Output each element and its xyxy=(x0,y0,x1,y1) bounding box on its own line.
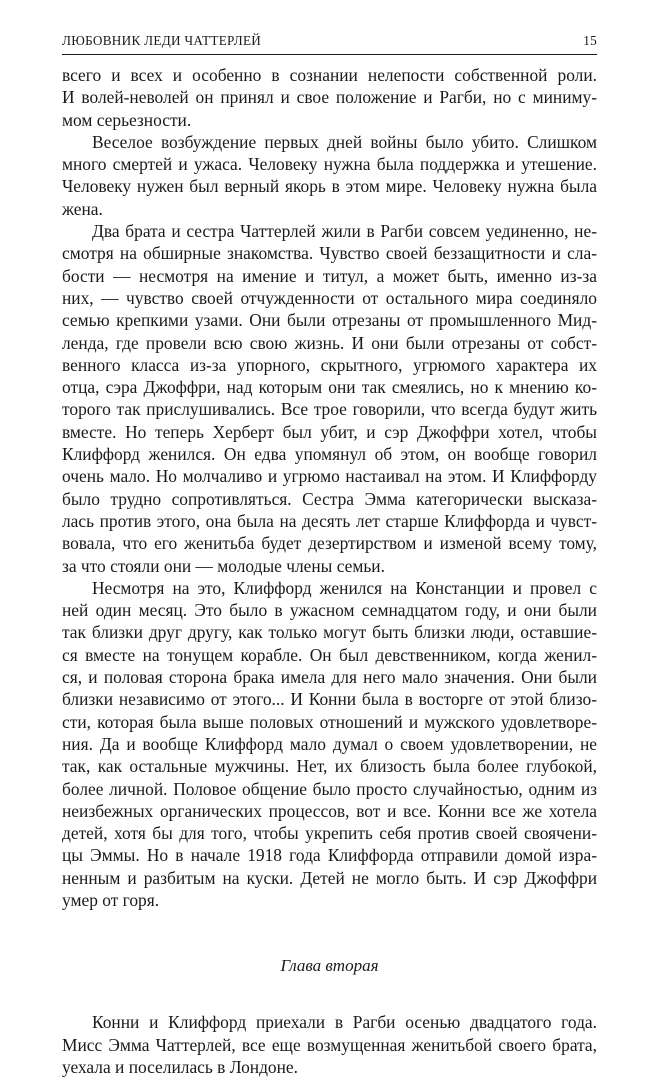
text-line: вовала, что его женитьба будет дезертирством и изменой всему тому, xyxy=(62,533,597,554)
text-line: очень мало. Но молчаливо и угрюмо настаивал на этом. И Клиффорду xyxy=(62,466,597,487)
text-line: смотря на обширные знакомства. Чувство своей беззащитности и сла- xyxy=(62,243,597,264)
text-line: ся, и половая сторона брака имела для него мало значения. Они были xyxy=(62,667,597,688)
text-line: Клиффорд женился. Он едва упомянул об этом, он вообще говорил xyxy=(62,444,597,465)
text-line: неизбежных органических процессов, вот и все. Конни все же хотела xyxy=(62,800,597,821)
text-line: детей, хотя бы для того, чтобы укрепить себя против своей своячени- xyxy=(62,823,597,844)
text-line: венного класса из-за упорного, скрытного, угрюмого характера их xyxy=(62,354,597,375)
text-line: них, — чувство своей отчужденности от остального мира соединяло xyxy=(62,287,597,308)
text-line: ней один месяц. Это было в ужасном семнадцатом году, и они были xyxy=(62,600,597,621)
text-line: за что стояли они — молодые члены семьи. xyxy=(62,555,385,576)
text-line: близки независимо от этого... И Конни была в восторге от этой близо- xyxy=(62,689,597,710)
text-line: много смертей и ужаса. Человеку нужна была поддержка и утешение. xyxy=(62,154,597,175)
text-line: И волей-неволей он принял и свое положение и Рагби, но с миниму- xyxy=(62,87,597,108)
text-line: мом серьезности. xyxy=(62,109,192,130)
text-line: Конни и Клиффорд приехали в Рагби осенью двадцатого года. xyxy=(92,1012,597,1033)
text-line: Веселое возбуждение первых дней войны было убито. Слишком xyxy=(92,131,597,152)
book-page xyxy=(62,30,597,1078)
text-line: более личной. Половое общение было просто случайностью, одним из xyxy=(62,778,597,799)
text-line: сти, которая была выше половых отношений и мужского удовлетворе- xyxy=(62,711,597,732)
text-line: ся вместе на тонущем корабле. Он был девственником, когда женил- xyxy=(62,644,597,665)
text-line: цы Эммы. Но в начале 1918 года Клиффорда отправили домой изра- xyxy=(62,845,597,866)
text-line: лась против этого, она была на десять лет старше Клиффорда и чувст- xyxy=(62,510,597,531)
text-line: ленда, где провели всю свою жизнь. И они были отрезаны от собст- xyxy=(62,332,597,353)
text-line: отца, сэра Джоффри, над которым они так смеялись, но к мнению ко- xyxy=(62,377,597,398)
chapter-title: Глава вторая xyxy=(280,956,379,976)
paragraph xyxy=(62,1011,597,1078)
text-line: было трудно сопротивляться. Сестра Эмма категорически высказа- xyxy=(62,488,597,509)
text-line: Человеку нужен был верный якорь в этом мире. Человеку нужна была xyxy=(62,176,597,197)
text-line: Мисс Эмма Чаттерлей, все еще возмущенная женитьбой своего брата, xyxy=(62,1034,597,1055)
text-line: всего и всех и особенно в сознании нелепости собственной роли. xyxy=(62,65,597,85)
paragraph xyxy=(62,220,597,577)
main-text xyxy=(62,64,597,1078)
text-line: жена. xyxy=(62,198,103,219)
text-line: умер от горя. xyxy=(62,889,160,910)
page-number: 15 xyxy=(583,33,597,48)
text-line: Два брата и сестра Чаттерлей жили в Рагби совсем уединенно, не- xyxy=(92,221,597,242)
text-line: вместе. Но теперь Херберт был убит, и сэр Джоффри хотел, чтобы xyxy=(62,421,597,442)
text-line: ненным и разбитым на куски. Детей не могло быть. И сэр Джоффри xyxy=(62,867,597,888)
text-line: Несмотря на это, Клиффорд женился на Констанции и провел с xyxy=(92,577,597,598)
paragraph xyxy=(62,577,597,911)
text-line: так, как остальные мужчины. Нет, их близость была более глубокой, xyxy=(62,756,597,777)
text-line: так близки друг другу, как только могут быть близки люди, оставшие- xyxy=(62,622,597,643)
text-line: уехала и поселилась в Лондоне. xyxy=(62,1056,298,1077)
header-rule xyxy=(62,54,597,55)
running-head xyxy=(62,30,597,52)
paragraph xyxy=(62,131,597,220)
text-line: ния. Да и вообще Клиффорд мало думал о своем удовлетворении, не xyxy=(62,733,597,754)
text-line: бости — несмотря на имение и титул, а может быть, именно из-за xyxy=(62,265,597,286)
text-line: торого так прислушивались. Все трое говорили, что всегда будут жить xyxy=(62,399,597,420)
text-line: семью крепкими узами. Они были отрезаны от промышленного Мид- xyxy=(62,310,597,331)
book-title: ЛЮБОВНИК ЛЕДИ ЧАТТЕРЛЕЙ xyxy=(62,33,262,48)
paragraph xyxy=(62,64,597,131)
